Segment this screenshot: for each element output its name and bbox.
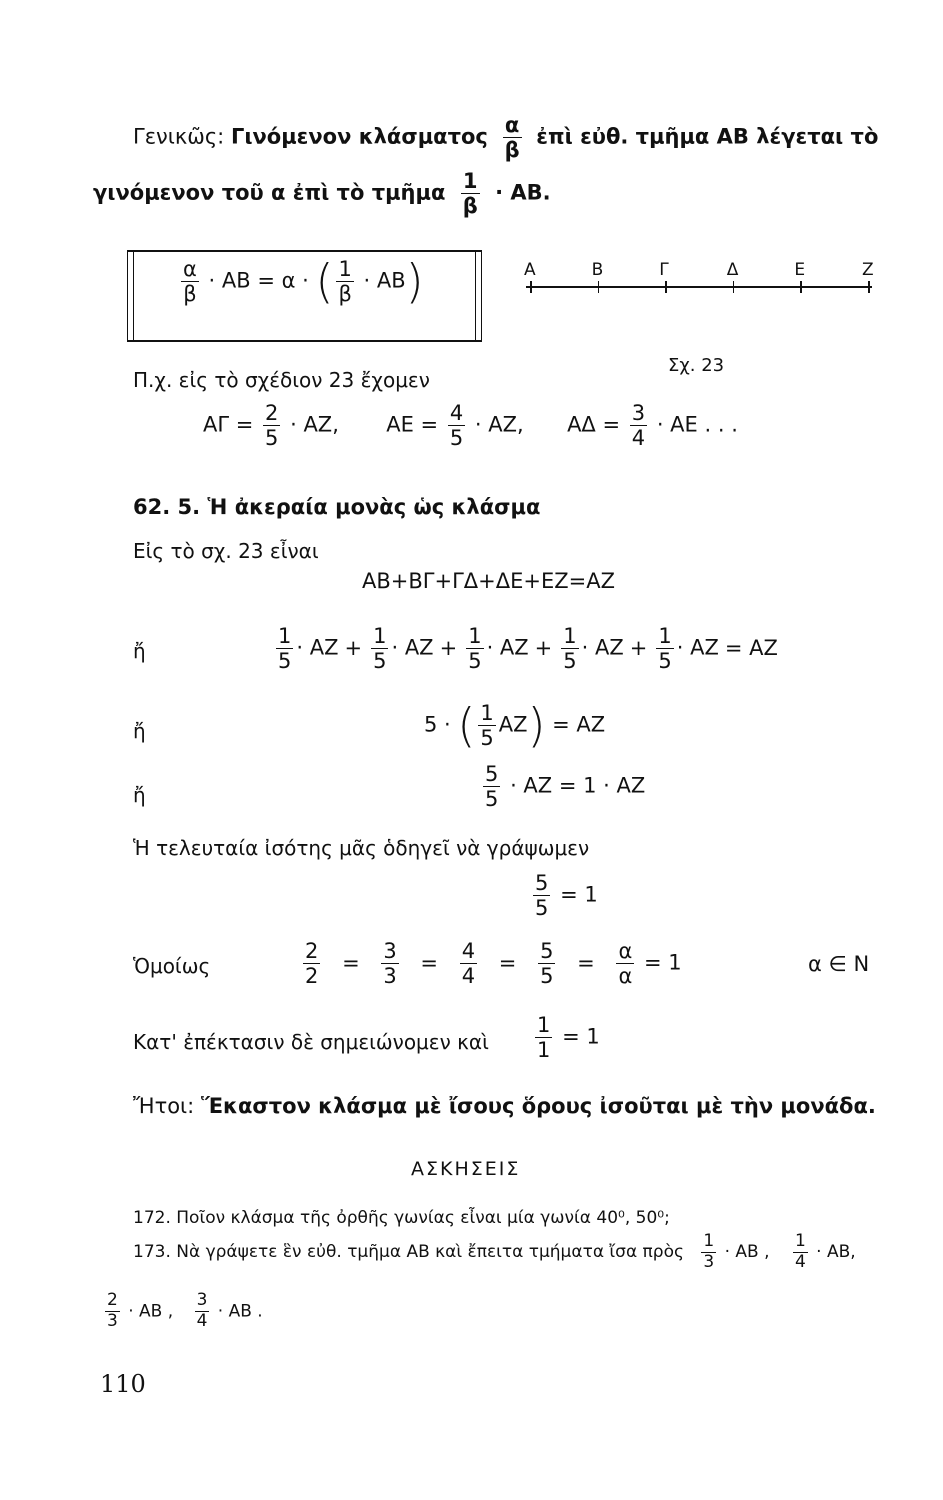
eq1-rhs: · ΑΖ, <box>290 412 339 437</box>
one-over-one-equation <box>532 1014 600 1061</box>
fraction-numerator: 1 <box>658 624 672 648</box>
line3-in: ΑΖ <box>498 712 528 737</box>
segment-tick <box>733 281 735 293</box>
frac-1-1 <box>535 1014 552 1061</box>
figure-caption: Σχ. 23 <box>668 355 725 376</box>
segment-point-label: A <box>524 260 536 280</box>
intro-line2-end: · ΑΒ. <box>495 180 551 205</box>
segment-point-label: E <box>794 260 806 280</box>
exercises-heading: ΑΣΚΗΣΕΙΣ <box>411 1158 521 1180</box>
fraction-denominator: 5 <box>563 649 577 674</box>
fraction-denominator: β <box>462 194 478 219</box>
ab-comma-2: · ΑΒ, <box>816 1242 856 1262</box>
segment-tick <box>868 281 870 293</box>
ab-end: · ΑΒ . <box>217 1301 263 1322</box>
five-times-equation <box>424 698 606 753</box>
eq2-lhs: ΑΕ = <box>386 412 439 437</box>
exercise-173-text: 173. Νὰ γράψετε ἓν εὐθ. τμῆμα ΑΒ καὶ ἔπειτα τμήματα ἴσα πρὸς <box>133 1242 684 1262</box>
eq-one-fraction <box>533 872 550 919</box>
box-frac-one-beta <box>336 258 353 305</box>
fraction-denominator: 5 <box>468 649 482 674</box>
fraction-numerator: 4 <box>461 939 476 963</box>
fraction-numerator: 1 <box>373 624 387 648</box>
fifth-fraction <box>466 625 483 672</box>
fraction-denominator: 5 <box>485 787 499 812</box>
frac-1-3 <box>701 1230 716 1272</box>
fraction-numerator: 3 <box>383 939 397 963</box>
box-mid: · AB = α · <box>208 268 309 293</box>
fraction-denominator: 5 <box>278 649 292 674</box>
fraction-denominator: 5 <box>265 426 279 451</box>
or-label-1: ἤ <box>133 639 146 663</box>
segment-tick <box>800 281 802 293</box>
intro-line2-fraction <box>461 170 480 217</box>
fraction-denominator: β <box>338 282 352 307</box>
exercise-173 <box>133 1230 856 1271</box>
fraction-denominator: 3 <box>703 1251 715 1272</box>
eq3-fraction <box>630 402 647 449</box>
eq-one: = 1 <box>562 1024 600 1049</box>
eq1-fraction <box>263 402 280 449</box>
extension-text: Κατ' ἐπέκτασιν δὲ σημειώνομεν καὶ <box>133 1030 489 1054</box>
five-fifths-one <box>530 872 598 919</box>
boxed-formula-content <box>178 254 424 309</box>
alpha-in-n: α ∈ N <box>808 952 870 976</box>
conclusion <box>133 1096 876 1117</box>
conclusion-lead: Ἤτοι: <box>133 1094 195 1118</box>
eq3-lhs: ΑΔ = <box>567 412 621 437</box>
fraction-denominator: 2 <box>305 964 319 989</box>
equals: = <box>498 950 517 975</box>
sum-equation: ΑΒ+ΒΓ+ΓΔ+ΔΕ+ΕΖ=ΑΖ <box>362 569 615 593</box>
line3-post: = ΑΖ <box>552 712 606 737</box>
example-equations <box>203 402 738 449</box>
fraction-numerator: α <box>618 939 633 963</box>
fraction-numerator: 4 <box>449 401 464 425</box>
box-frac-alpha-beta <box>181 258 199 305</box>
term-az: · ΑΖ <box>296 635 339 660</box>
plus-sign: + <box>344 635 363 660</box>
segment-tick <box>665 281 667 293</box>
fifth-fraction <box>371 625 388 672</box>
fraction-numerator: 2 <box>107 1290 118 1310</box>
fraction-numerator: 1 <box>563 624 577 648</box>
term-az: · ΑΖ <box>391 635 434 660</box>
frac-4-4 <box>460 940 477 987</box>
intro-bold-b: ἐπὶ εὐθ. τμῆμα ΑΒ λέγεται τὸ <box>536 124 879 149</box>
term-az: · ΑΖ <box>486 635 529 660</box>
right-paren: ) <box>405 254 424 309</box>
example-intro: Π.χ. εἰς τὸ σχέδιον 23 ἔχομεν <box>133 368 430 392</box>
page-number: 110 <box>100 1370 146 1398</box>
frac-2-2 <box>303 940 320 987</box>
fraction-numerator: 1 <box>794 1230 806 1251</box>
intro-line-1 <box>133 114 878 161</box>
line4-post: · ΑΖ = 1 · ΑΖ <box>510 773 646 798</box>
last-equality-text: Ἡ τελευταία ἰσότης μᾶς ὁδηγεῖ νὰ γράψωμεν <box>133 836 590 860</box>
fraction-denominator: 3 <box>107 1310 118 1331</box>
fraction-denominator: 5 <box>535 896 549 921</box>
fifth-fraction <box>656 625 673 672</box>
line3-fraction <box>478 702 495 749</box>
fraction-denominator: 5 <box>449 426 464 451</box>
line3-pre: 5 · <box>424 712 451 737</box>
fraction-numerator: 1 <box>338 257 352 281</box>
plus-sign: + <box>439 635 458 660</box>
fraction-numerator: 3 <box>196 1290 208 1310</box>
frac-2-3 <box>105 1292 120 1331</box>
fraction-denominator: β <box>504 138 520 163</box>
eq3-rhs: · ΑΕ . . . <box>656 412 738 437</box>
fraction-denominator: 3 <box>383 964 397 989</box>
fifths-sum-equation <box>273 625 778 672</box>
segment-point-label: Δ <box>726 260 739 280</box>
section-intro: Εἰς τὸ σχ. 23 εἶναι <box>133 539 319 563</box>
equals: = <box>577 950 595 975</box>
fraction-numerator: 3 <box>631 401 646 425</box>
fraction-denominator: α <box>618 964 633 989</box>
segment-point-label: B <box>591 260 604 280</box>
segment-tick <box>530 281 532 293</box>
fraction-numerator: 1 <box>703 1230 715 1251</box>
eq-one: = 1 <box>560 882 598 907</box>
intro-line2-text: γινόμενον τοῦ α ἐπὶ τὸ τμῆμα <box>93 180 446 205</box>
intro-fraction <box>503 114 522 161</box>
frac-1-4 <box>793 1230 808 1272</box>
term-az: · ΑΖ <box>676 635 719 660</box>
fraction-denominator: 1 <box>537 1038 551 1063</box>
left-paren: ( <box>457 698 476 753</box>
fraction-denominator: 5 <box>540 964 554 989</box>
fraction-denominator: 5 <box>480 726 494 751</box>
fraction-numerator: 1 <box>468 624 482 648</box>
similarly-equation <box>300 940 682 987</box>
left-paren: ( <box>315 254 334 309</box>
segment-tick <box>598 281 600 293</box>
segment-point-label: Γ <box>659 260 669 280</box>
fraction-numerator: 1 <box>462 169 478 193</box>
or-label-2: ἤ <box>133 719 146 743</box>
fraction-denominator: 4 <box>461 964 476 989</box>
ab-comma: · ΑΒ , <box>724 1242 770 1262</box>
equals: = <box>342 950 360 975</box>
fifth-fraction <box>276 625 293 672</box>
frac-3-3 <box>381 940 398 987</box>
fifth-fraction <box>561 625 578 672</box>
fraction-numerator: α <box>504 113 520 137</box>
frac-3-4 <box>195 1292 210 1331</box>
fraction-numerator: 5 <box>485 762 499 786</box>
fraction-denominator: 5 <box>373 649 387 674</box>
fraction-numerator: 1 <box>480 701 494 725</box>
segment-point-label: Z <box>862 260 874 280</box>
fraction-denominator: 4 <box>196 1310 208 1331</box>
fraction-numerator: 1 <box>537 1013 551 1037</box>
exercise-172: 172. Ποῖον κλάσμα τῆς ὀρθῆς γωνίας εἶναι μία γωνία 40⁰, 50⁰; <box>133 1208 670 1228</box>
fraction-numerator: 5 <box>540 939 554 963</box>
fraction-numerator: 2 <box>265 401 279 425</box>
line4-fraction <box>483 763 500 810</box>
fraction-denominator: 4 <box>794 1251 806 1272</box>
intro-bold-a: Γινόμενον κλάσματος <box>230 124 488 149</box>
intro-line-2 <box>93 170 551 217</box>
plus-sign: + <box>629 635 648 660</box>
term-az: · ΑΖ <box>581 635 624 660</box>
ab-comma-3: · ΑΒ , <box>128 1301 174 1322</box>
plus-sign: + <box>534 635 553 660</box>
fraction-numerator: α <box>183 257 197 281</box>
fraction-denominator: 5 <box>658 649 672 674</box>
fraction-numerator: 2 <box>305 939 319 963</box>
frac-alpha-alpha <box>616 940 634 987</box>
frac-5-5 <box>538 940 555 987</box>
eq-one: = 1 <box>643 950 682 975</box>
intro-lead: Γενικῶς: <box>133 124 225 149</box>
similarly-label: Ὁμοίως <box>133 954 211 978</box>
equals-az: = ΑΖ <box>724 635 778 660</box>
segment-line <box>526 286 872 288</box>
fraction-denominator: 4 <box>631 426 646 451</box>
section-title: 62. 5. Ἡ ἀκεραία μονὰς ὡς κλάσμα <box>133 495 541 519</box>
fraction-denominator: β <box>183 282 197 307</box>
eq1-lhs: ΑΓ = <box>203 412 254 437</box>
conclusion-statement: Ἕκαστον κλάσμα μὲ ἴσους ὅρους ἰσοῦται μὲ τὴν μονάδα. <box>200 1094 876 1118</box>
eq2-fraction <box>448 402 465 449</box>
box-end: · AB <box>363 268 406 293</box>
fraction-numerator: 1 <box>278 624 292 648</box>
right-paren: ) <box>527 698 546 753</box>
fraction-numerator: 5 <box>535 871 549 895</box>
eq2-rhs: · ΑΖ, <box>474 412 524 437</box>
five-fifths-equation <box>480 763 645 810</box>
equals: = <box>420 950 439 975</box>
exercise-173-continued <box>102 1292 263 1331</box>
or-label-3: ἤ <box>133 783 146 807</box>
